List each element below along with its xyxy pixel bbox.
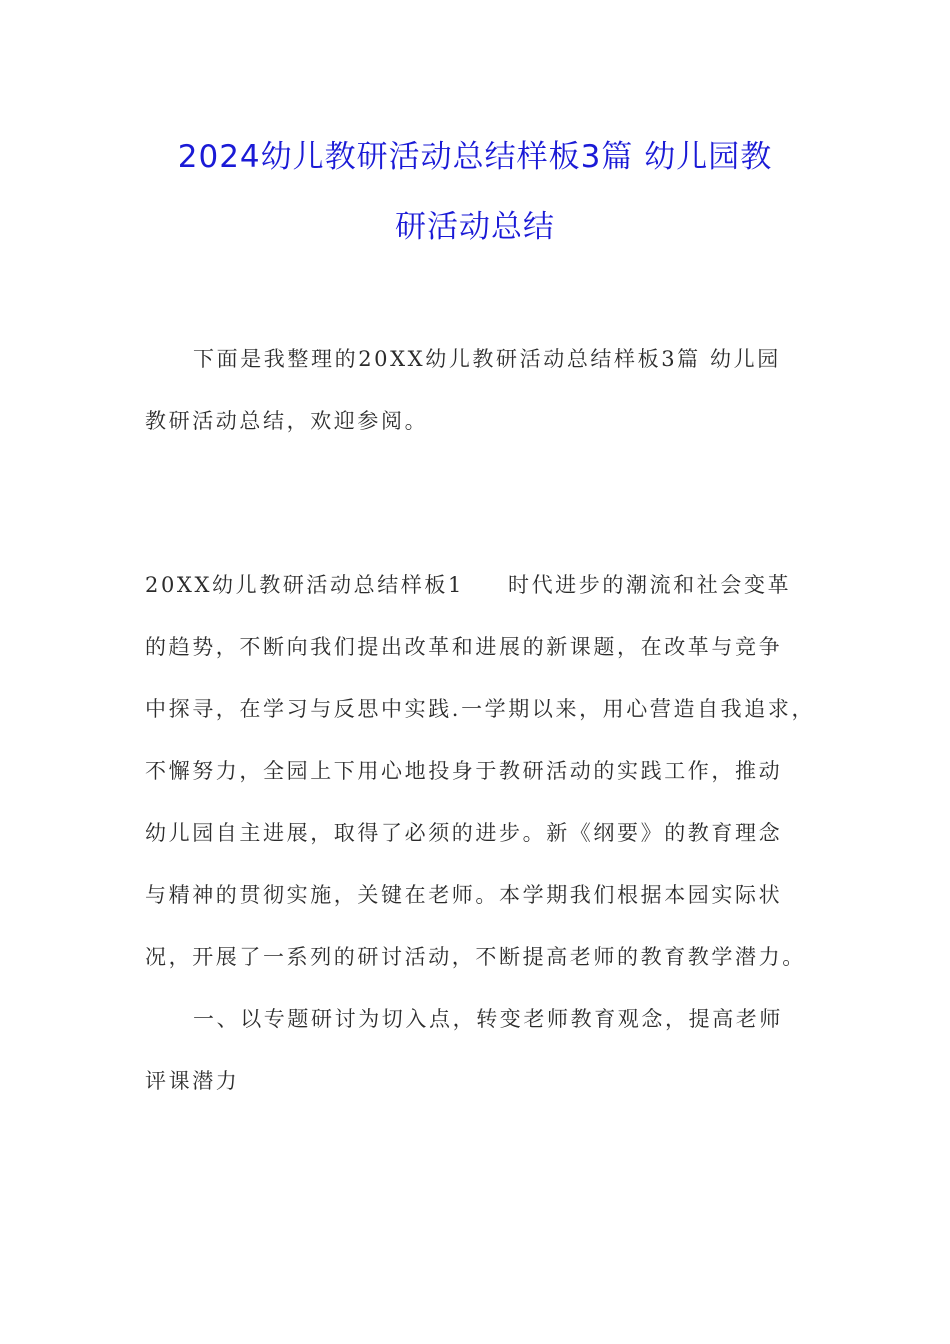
section-1-line-1 <box>145 554 810 616</box>
section-1-line-1-rest: 时代进步的潮流和社会变革 <box>507 573 792 597</box>
title-line-2: 研活动总结 <box>395 209 555 245</box>
intro-line-2: 教研活动总结，欢迎参阅。 <box>145 409 429 433</box>
intro-line-1: 下面是我整理的20XX幼儿教研活动总结样板3篇 幼儿园 <box>193 347 781 371</box>
section-1-line-5: 幼儿园自主进展，取得了必须的进步。新《纲要》的教育理念 <box>145 821 783 845</box>
title-line-1: 2024幼儿教研活动总结样板3篇 幼儿园教 <box>177 139 773 175</box>
section-1-line-3: 中探寻，在学习与反思中实践.一学期以来，用心营造自我追求， <box>145 697 816 721</box>
point-1-line-2: 评课潜力 <box>145 1069 240 1093</box>
section-1-line-7: 况，开展了一系列的研讨活动，不断提高老师的教育教学潜力。 <box>145 945 806 969</box>
section-1-heading: 20XX幼儿教研活动总结样板1 <box>145 573 464 597</box>
section-1-line-4: 不懈努力，全园上下用心地投身于教研活动的实践工作，推动 <box>145 759 783 783</box>
document-title <box>120 122 830 262</box>
section-1-line-2: 的趋势，不断向我们提出改革和进展的新课题，在改革与竞争 <box>145 635 783 659</box>
point-1-line-1: 一、以专题研讨为切入点，转变老师教育观念，提高老师 <box>193 1007 783 1031</box>
section-1-line-6: 与精神的贯彻实施，关键在老师。本学期我们根据本园实际状 <box>145 883 783 907</box>
section-1-paragraph <box>145 554 816 1112</box>
intro-paragraph <box>145 328 810 452</box>
